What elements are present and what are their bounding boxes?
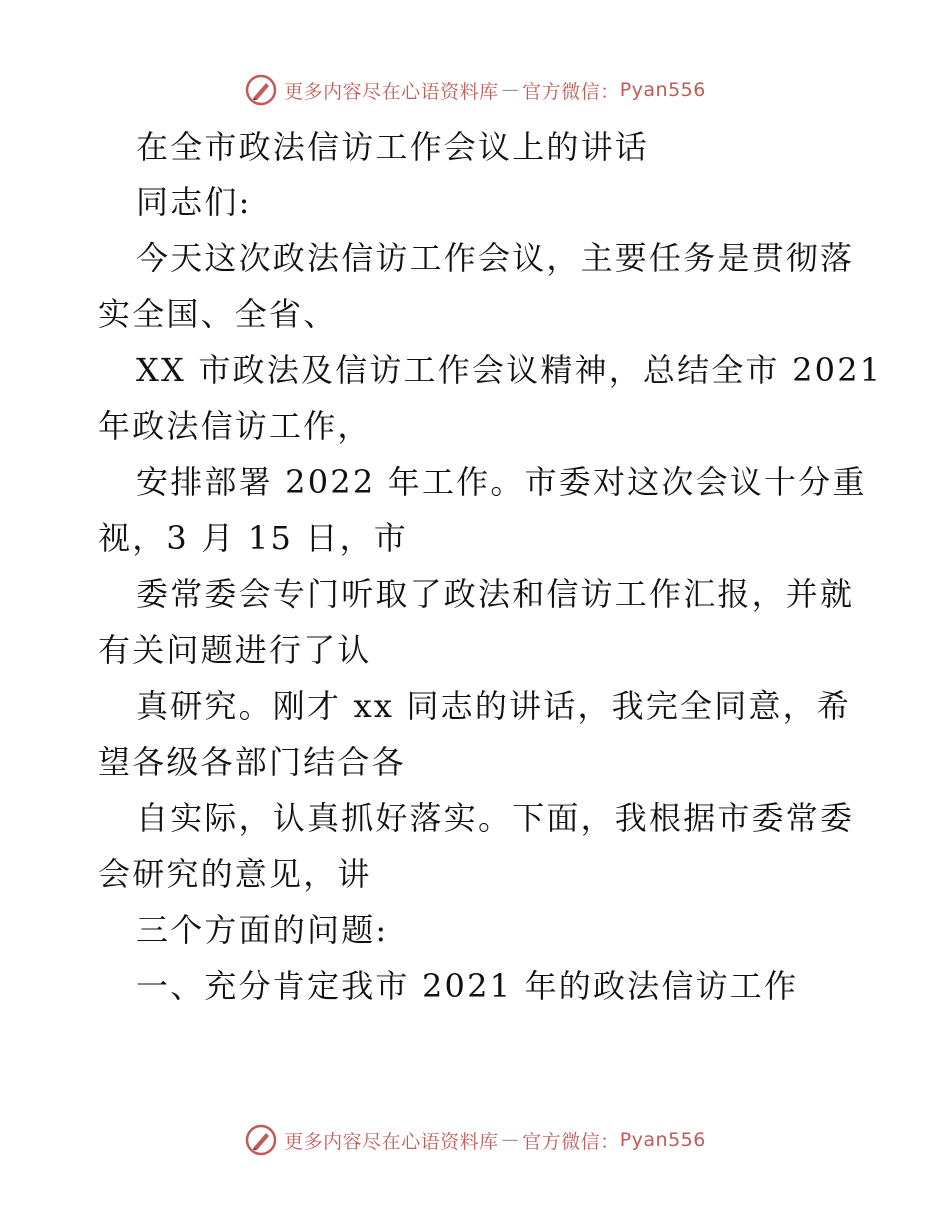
watermark-label: 官方微信： bbox=[522, 1130, 620, 1153]
watermark-label: 官方微信： bbox=[522, 80, 620, 103]
watermark-separator: — bbox=[501, 80, 520, 100]
watermark-text: 更多内容尽在心语资料库 bbox=[284, 1130, 499, 1153]
section-heading: 一、充分肯定我市 2021 年的政法信访工作 bbox=[136, 967, 799, 1005]
watermark-text: 更多内容尽在心语资料库 bbox=[284, 80, 499, 103]
paragraph-line: 视，3 月 15 日，市 bbox=[98, 519, 408, 557]
paragraph-line: 今天这次政法信访工作会议，主要任务是贯彻落 bbox=[136, 239, 855, 277]
paragraph-line: 望各级各部门结合各 bbox=[98, 743, 406, 781]
pen-circle-logo-icon bbox=[244, 73, 278, 107]
paragraph-line: 实全国、全省、 bbox=[98, 295, 338, 333]
paragraph-line: 自实际，认真抓好落实。下面，我根据市委常委 bbox=[136, 799, 855, 837]
paragraph-line: 会研究的意见，讲 bbox=[98, 855, 372, 893]
pen-circle-logo-icon bbox=[244, 1123, 278, 1157]
document-body bbox=[98, 120, 883, 1014]
paragraph-line: 三个方面的问题: bbox=[136, 911, 389, 949]
watermark-account: Pyan556 bbox=[619, 79, 706, 101]
paragraph-line: 真研究。刚才 xx 同志的讲话，我完全同意，希 bbox=[136, 687, 852, 725]
watermark-separator: — bbox=[501, 1130, 520, 1150]
watermark-footer bbox=[0, 1120, 950, 1160]
paragraph-line: XX 市政法及信访工作会议精神，总结全市 2021 bbox=[136, 351, 883, 389]
paragraph-line: 年政法信访工作， bbox=[98, 407, 372, 445]
document-title: 在全市政法信访工作会议上的讲话 bbox=[136, 128, 650, 166]
watermark-account: Pyan556 bbox=[619, 1129, 706, 1151]
salutation: 同志们: bbox=[136, 183, 252, 221]
paragraph-line: 安排部署 2022 年工作。市委对这次会议十分重 bbox=[136, 463, 867, 501]
paragraph-line: 委常委会专门听取了政法和信访工作汇报，并就 bbox=[136, 575, 855, 613]
watermark-header bbox=[0, 70, 950, 110]
paragraph-line: 有关问题进行了认 bbox=[98, 631, 372, 669]
